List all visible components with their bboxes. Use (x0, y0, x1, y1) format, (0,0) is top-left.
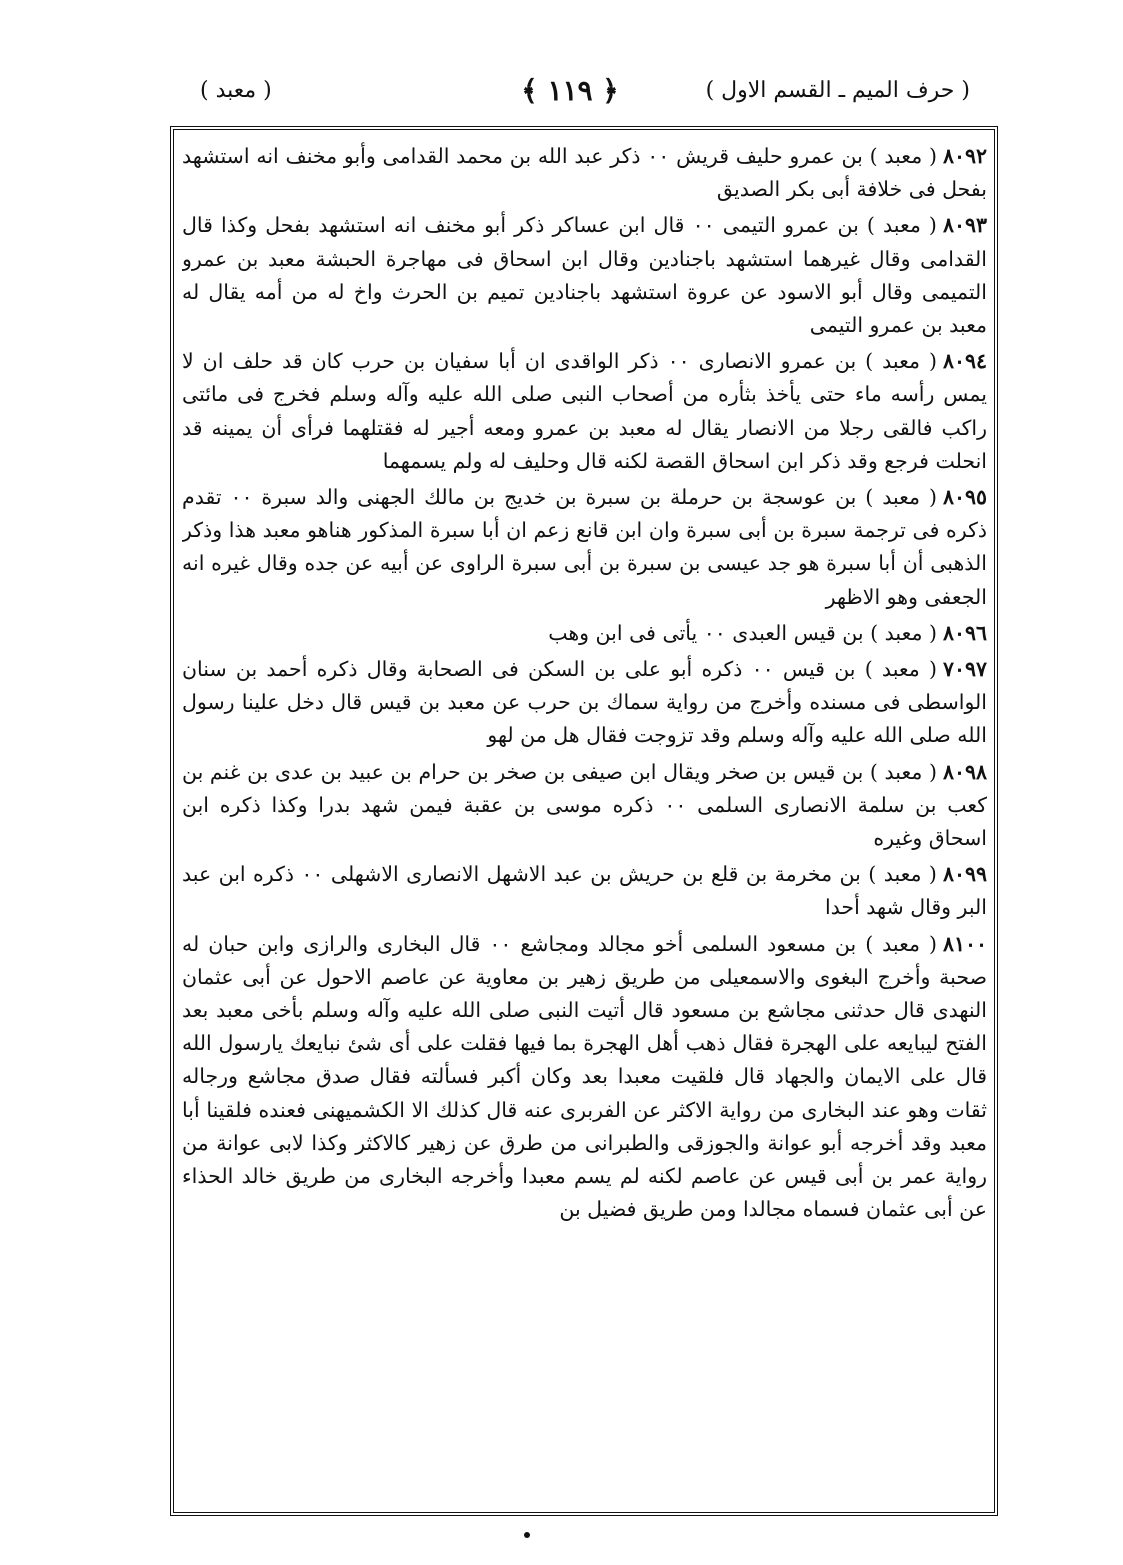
entry-text: ( معبد ) بن عمرو التيمى ٠٠ قال ابن عساكر ذكر أبو مخنف انه استشهد بفحل وكذا قال القدامى وقال غيرهما استشهد باجنادين وقال ابن اسحاق فى مهاجرة الحبشة معبد بن عمرو التميمى وقال أبو الاسود عن عروة استشهد باجنادين تميم بن الحرث واخ له من أمه يقال له معبد بن عمرو التيمى (182, 213, 987, 338)
entry-number: ٨٠٩٦ (942, 620, 987, 645)
entry-number: ٨٠٩٣ (942, 213, 987, 238)
entry-8096 (182, 617, 987, 650)
entry-number: ٨٠٩٥ (942, 485, 987, 510)
entry-8098 (182, 756, 987, 856)
entry-8097 (182, 653, 987, 753)
entry-number: ٨١٠٠ (942, 931, 987, 956)
entry-text: ( معبد ) بن مسعود السلمى أخو مجالد ومجاشع ٠٠ قال البخارى والرازى وابن حبان له صحبة وأخرج البغوى والاسمعيلى من طريق زهير بن معاوية عن عاصم الاحول عن أبى عثمان النهدى قال حدثنى مجاشع بن مسعود قال أتيت النبى صلى الله عليه وآله وسلم بأخى معبد بعد الفتح ليبايعه على الهجرة فقال ذهب أهل الهجرة بما فيها فقلت على أى شئ نبايعك يارسول الله قال على الايمان والجهاد قال فلقيت معبدا بعد وكان أكبر فسألته فقال صدق مجاشع ورجاله ثقات وهو عند البخارى من رواية الاكثر عن الفربرى عنه قال كذلك الا الكشميهنى فعنده فلقينا أبا معبد وقد أخرجه أبو عوانة والجوزقى والطبرانى من طرق عن زهير كالاكثر وكذا لابى عوانة من رواية عمر بن أبى قيس عن عاصم لكنه لم يسم معبدا وأخرجه البخارى من طريق خالد الحذاء عن أبى عثمان فسماه مجالدا ومن طريق فضيل بن (182, 931, 987, 1222)
entry-number: ٧٠٩٧ (942, 657, 987, 682)
entry-number: ٨٠٩٢ (942, 144, 987, 168)
entry-text: ( معبد ) بن قيس ٠٠ ذكره أبو على بن السكن فى الصحابة وقال ذكره أحمد بن سنان الواسطى فى مسنده وأخرج من رواية سماك بن حرب عن معبد بن قيس قال دخل علينا رسول الله صلى الله عليه وآله وسلم وقد تزوجت فقال هل من لهو (182, 657, 987, 748)
page-number: ﴿ ١١٩ ﴾ (521, 74, 619, 107)
entry-8093 (182, 209, 987, 342)
entry-text: ( معبد ) بن عوسجة بن حرملة بن سبرة بن خديج بن مالك الجهنى والد سبرة ٠٠ تقدم ذكره فى ترجمة سبرة بن أبى سبرة وان ابن قانع زعم ان أبا سبرة المذكور هناهو معبد هذا وذكر الذهبى أن أبا سبرة هو جد عيسى بن سبرة بن أبى سبرة الراوى عن أبيه عن جده وقال غيره انه الجعفى وهو الاظهر (182, 485, 987, 609)
page-body (182, 140, 987, 1505)
entry-number: ٨٠٩٤ (942, 349, 987, 374)
entry-text: ( معبد ) بن قيس العبدى ٠٠ يأتى فى ابن وهب (548, 620, 937, 645)
section-title: ( حرف الميم ـ القسم الاول ) (705, 78, 970, 103)
entry-text: ( معبد ) بن عمرو الانصارى ٠٠ ذكر الواقدى ان أبا سفيان بن حرب كان قد حلف ان لا يمس رأسه ماء حتى يأخذ بثأره من أصحاب النبى صلى الله عليه وآله وسلم فخرج فى مائتى راكب فالقى رجلا من الانصار يقال له معبد بن عمرو ومعه أجير له فقتلهما فرأى أن يمينه قد انحلت فرجع وقد ذكر ابن اسحاق القصة لكنه قال وحليف له ولم يسمهما (182, 349, 987, 473)
page-dot-mark (524, 1532, 530, 1538)
entry-number: ٨٠٩٩ (942, 862, 987, 887)
entry-text: ( معبد ) بن مخرمة بن قلع بن حريش بن عبد الاشهل الانصارى الاشهلى ٠٠ ذكره ابن عبد البر وقال شهد أحدا (182, 862, 987, 920)
entry-text: ( معبد ) بن عمرو حليف قريش ٠٠ ذكر عبد الله بن محمد القدامى وأبو مخنف انه استشهد بفحل فى خلافة أبى بكر الصديق (182, 144, 987, 202)
entry-number: ٨٠٩٨ (942, 759, 987, 784)
page-header (170, 70, 970, 120)
entry-8100 (182, 928, 987, 1227)
entry-text: ( معبد ) بن قيس بن صخر ويقال ابن صيفى بن صخر بن حرام بن عبيد بن عدى بن غنم بن كعب بن سلمة الانصارى السلمى ٠٠ ذكره موسى بن عقبة فيمن شهد بدرا وكذا ذكره ابن اسحاق وغيره (182, 759, 987, 851)
entry-8095 (182, 481, 987, 614)
running-head: ( معبد ) (200, 78, 272, 103)
entry-8092 (182, 140, 987, 206)
entry-8099 (182, 858, 987, 924)
entry-8094 (182, 345, 987, 478)
